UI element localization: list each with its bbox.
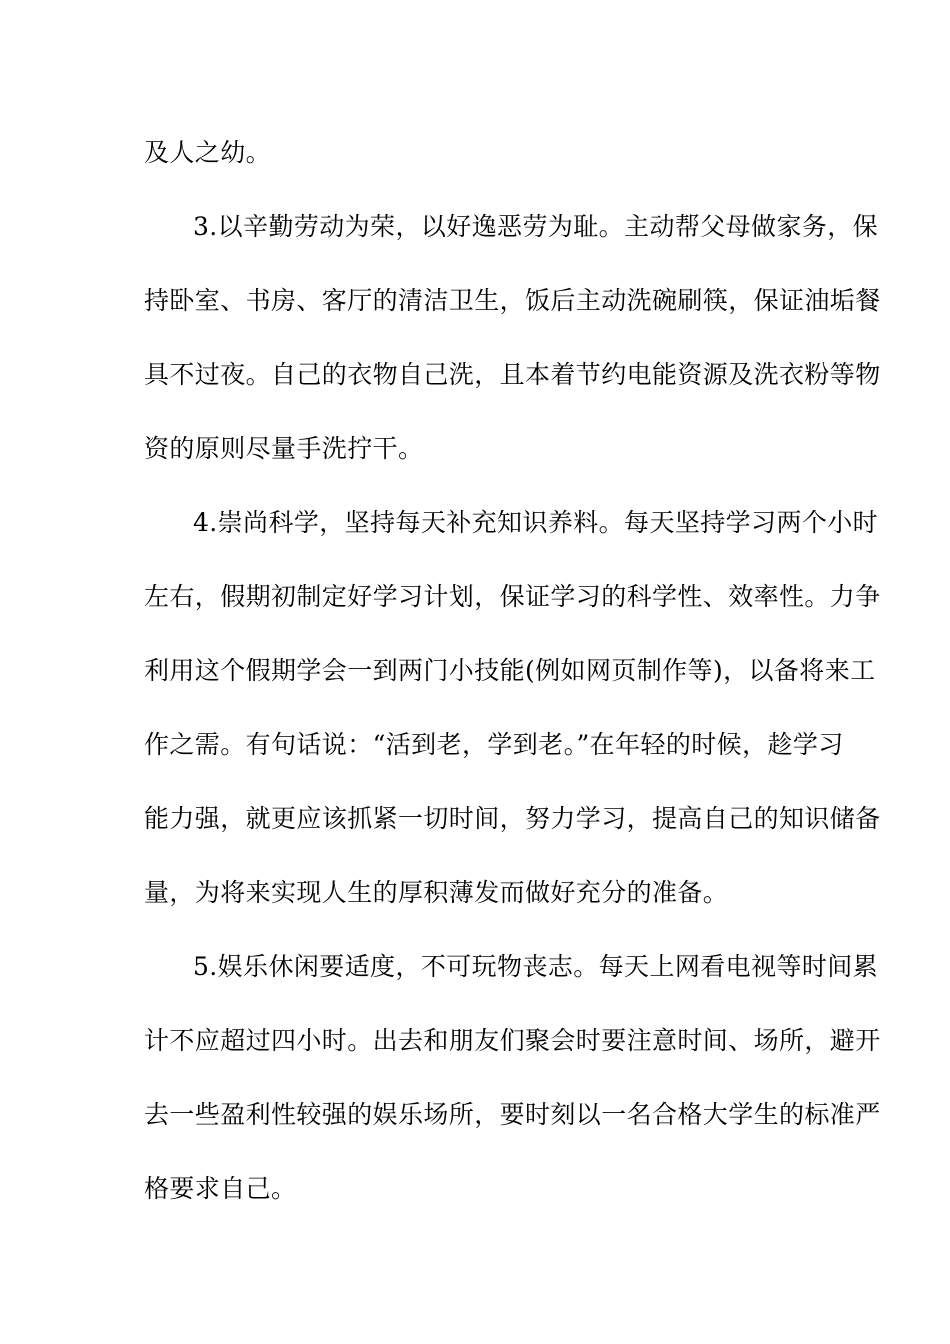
text-line: 及人之幼。 bbox=[144, 138, 272, 167]
text-line: 格要求自己。 bbox=[144, 1174, 297, 1203]
text-line: 具不过夜。自己的衣物自己洗，且本着节约电能资源及洗衣粉等物 bbox=[144, 360, 881, 389]
text-line: 持卧室、书房、客厅的清洁卫生，饭后主动洗碗刷筷，保证油垢餐 bbox=[144, 286, 881, 315]
paragraph-5-line: 5.娱乐休闲要适度，不可玩物丧志。每天上网看电视等时间累 bbox=[193, 952, 879, 981]
text-line: 计不应超过四小时。出去和朋友们聚会时要注意时间、场所，避开 bbox=[144, 1026, 881, 1055]
paragraph-3-line: 3.以辛勤劳动为荣，以好逸恶劳为耻。主动帮父母做家务，保 bbox=[193, 212, 879, 241]
text-line: 量，为将来实现人生的厚积薄发而做好充分的准备。 bbox=[144, 878, 729, 907]
text-line: 资的原则尽量手洗拧干。 bbox=[144, 434, 424, 463]
text-line: 利用这个假期学会一到两门小技能(例如网页制作等)，以备将来工 bbox=[144, 656, 876, 685]
text-line: 作之需。有句话说：“活到老，学到老。”在年轻的时候，趁学习 bbox=[144, 730, 844, 759]
text-line: 左右，假期初制定好学习计划，保证学习的科学性、效率性。力争 bbox=[144, 582, 881, 611]
paragraph-4-line: 4.崇尚科学，坚持每天补充知识养料。每天坚持学习两个小时 bbox=[193, 508, 879, 537]
text-line: 能力强，就更应该抓紧一切时间，努力学习，提高自己的知识储备 bbox=[144, 804, 881, 833]
text-line: 去一些盈利性较强的娱乐场所，要时刻以一名合格大学生的标准严 bbox=[144, 1100, 881, 1129]
